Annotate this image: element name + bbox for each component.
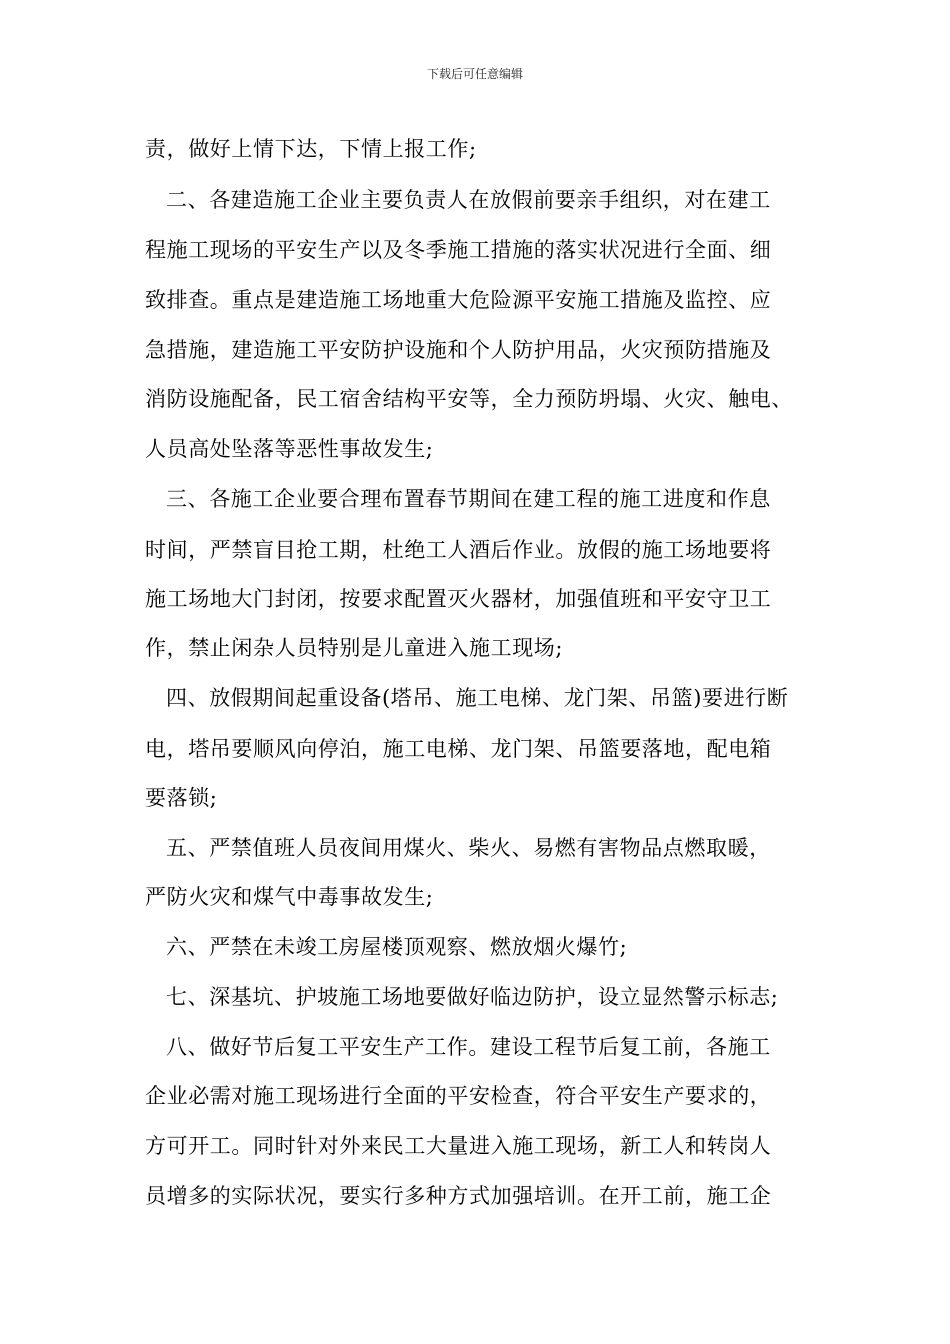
text-line: 时间，严禁盲目抢工期，杜绝工人酒后作业。放假的施工场地要将 bbox=[145, 538, 772, 562]
text-line: 责，做好上情下达，下情上报工作; bbox=[145, 137, 477, 161]
text-line: 消防设施配备，民工宿舍结构平安等，全力预防坍塌、火灾、触电、 bbox=[145, 387, 793, 411]
text-line: 要落锁; bbox=[145, 786, 218, 810]
text-line: 程施工现场的平安生产以及冬季施工措施的落实状况进行全面、细 bbox=[145, 238, 772, 262]
text-line: 七、深基坑、护坡施工场地要做好临边防护，设立显然警示标志; bbox=[166, 985, 779, 1009]
text-line: 施工场地大门封闭，按要求配置灭火器材，加强值班和平安守卫工 bbox=[145, 587, 772, 611]
text-line: 五、严禁值班人员夜间用煤火、柴火、易燃有害物品点燃取暖， bbox=[166, 836, 771, 860]
text-line: 六、严禁在未竣工房屋楼顶观察、燃放烟火爆竹; bbox=[166, 935, 628, 959]
text-line: 二、各建造施工企业主要负责人在放假前要亲手组织，对在建工 bbox=[166, 188, 771, 212]
text-line: 人员高处坠落等恶性事故发生; bbox=[145, 437, 434, 461]
text-line: 四、放假期间起重设备(塔吊、施工电梯、龙门架、吊篮)要进行断 bbox=[166, 686, 789, 710]
text-line: 电，塔吊要顺风向停泊，施工电梯、龙门架、吊篮要落地，配电箱 bbox=[145, 737, 772, 761]
text-line: 企业必需对施工现场进行全面的平安检查，符合平安生产要求的， bbox=[145, 1084, 772, 1108]
text-line: 急措施，建造施工平安防护设施和个人防护用品，火灾预防措施及 bbox=[145, 338, 772, 362]
text-line: 致排查。重点是建造施工场地重大危险源平安施工措施及监控、应 bbox=[145, 288, 772, 312]
text-line: 作，禁止闲杂人员特别是儿童进入施工现场; bbox=[145, 636, 564, 660]
text-line: 员增多的实际状况，要实行多种方式加强培训。在开工前，施工企 bbox=[145, 1184, 772, 1208]
text-line: 八、做好节后复工平安生产工作。建设工程节后复工前，各施工 bbox=[166, 1035, 771, 1059]
text-line: 三、各施工企业要合理布置春节期间在建工程的施工进度和作息 bbox=[166, 487, 771, 511]
text-line: 严防火灾和煤气中毒事故发生; bbox=[145, 885, 434, 909]
text-line: 方可开工。同时针对外来民工大量进入施工现场，新工人和转岗人 bbox=[145, 1134, 772, 1158]
page-header: 下载后可任意编辑 bbox=[426, 67, 523, 81]
